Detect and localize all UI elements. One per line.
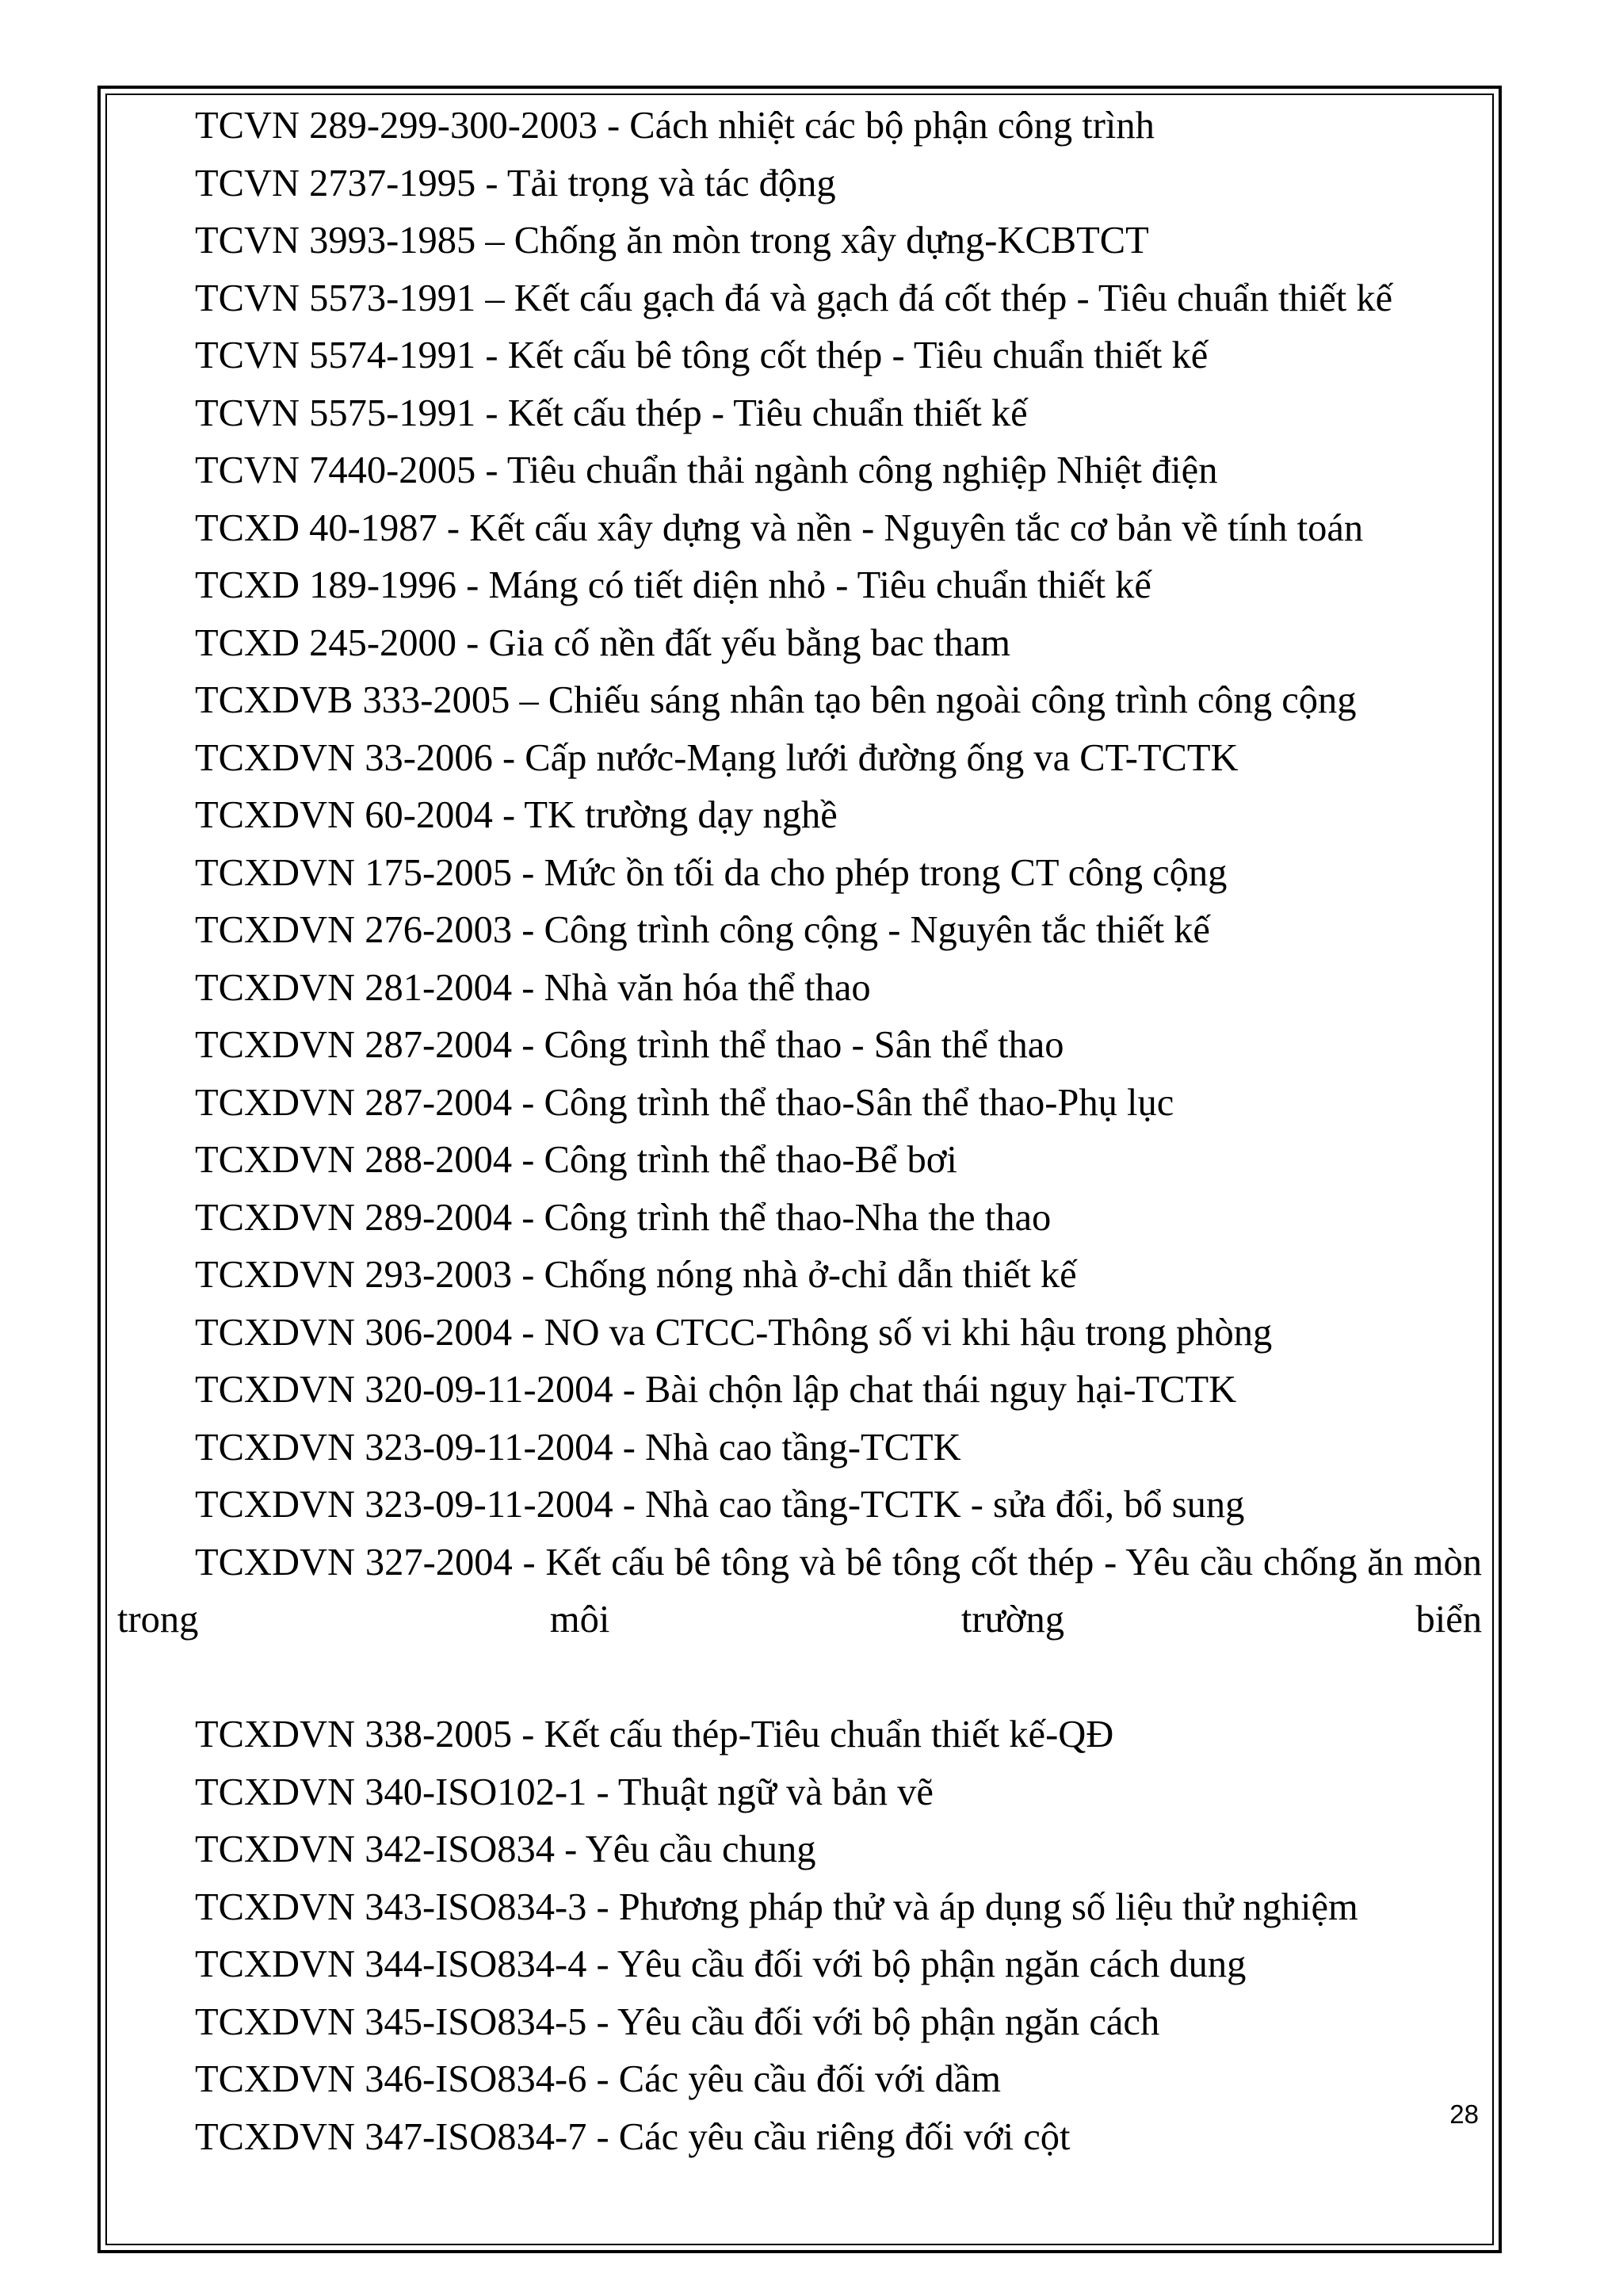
standard-entry: TCXD 40-1987 - Kết cấu xây dựng và nền - Nguyên tắc cơ bản về tính toán (195, 506, 1364, 549)
standard-entry: TCXDVN 343-ISO834-3 - Phương pháp thử và áp dụng số liệu thử nghiệm (195, 1885, 1358, 1928)
standard-entry: TCXDVN 323-09-11-2004 - Nhà cao tầng-TCTK (195, 1426, 961, 1469)
standard-entry: TCXDVN 289-2004 - Công trình thể thao-Nha the thao (195, 1196, 1052, 1239)
standard-entry: TCVN 7440-2005 - Tiêu chuẩn thải ngành công nghiệp Nhiệt điện (195, 449, 1218, 491)
standard-entry: TCXDVN 287-2004 - Công trình thể thao-Sân thể thao-Phụ lục (195, 1081, 1174, 1124)
standard-entry: TCXDVN 344-ISO834-4 - Yêu cầu đối với bộ phận ngăn cách dung (195, 1943, 1247, 1985)
standard-entry: TCVN 289-299-300-2003 - Cách nhiệt các bộ phận công trình (195, 105, 1155, 147)
standard-entry: TCXDVN 345-ISO834-5 - Yêu cầu đối với bộ phận ngăn cách (195, 2000, 1160, 2043)
standard-entry: TCXDVN 320-09-11-2004 - Bài chộn lập chat thái nguy hại-TCTK (195, 1369, 1237, 1411)
standard-entry: TCXDVN 60-2004 - TK trường dạy nghề (195, 794, 838, 836)
standard-entry: TCXDVN 346-ISO834-6 - Các yêu cầu đối với dầm (195, 2058, 1002, 2100)
standard-entry: TCXDVN 340-ISO102-1 - Thuật ngữ và bản vẽ (195, 1771, 934, 1813)
standard-entry: TCXDVN 276-2003 - Công trình công cộng - Nguyên tắc thiết kế (195, 909, 1210, 951)
standard-entry: TCXDVN 288-2004 - Công trình thể thao-Bể bơi (195, 1139, 957, 1181)
standard-entry: TCXDVN 347-ISO834-7 - Các yêu cầu riêng đối với cột (195, 2115, 1071, 2158)
standard-entry: TCXDVN 293-2003 - Chống nóng nhà ở-chỉ dẫn thiết kế (195, 1254, 1077, 1296)
page-number: 28 (1449, 2099, 1479, 2129)
standard-entry: TCXDVN 287-2004 - Công trình thể thao - Sân thể thao (195, 1024, 1064, 1066)
standard-entry: TCVN 5573-1991 – Kết cấu gạch đá và gạch đá cốt thép - Tiêu chuẩn thiết kế (195, 277, 1393, 319)
standard-entry: TCXDVN 281-2004 - Nhà văn hóa thể thao (195, 966, 871, 1009)
standards-list (117, 97, 1482, 2166)
standard-entry: TCXD 245-2000 - Gia cố nền đất yếu bằng bac tham (195, 621, 1010, 664)
standard-entry: TCXDVN 33-2006 - Cấp nước-Mạng lưới đường ống va CT-TCTK (195, 736, 1239, 779)
standard-entry: TCXDVN 327-2004 - Kết cấu bê tông và bê tông cốt thép - Yêu cầu chống ăn mòn trong môi trường biển (117, 1541, 1482, 1641)
standard-entry: TCVN 5575-1991 - Kết cấu thép - Tiêu chuẩn thiết kế (195, 392, 1028, 434)
standard-entry: TCXDVN 306-2004 - NO va CTCC-Thông số vi khi hậu trong phòng (195, 1311, 1273, 1354)
standard-entry: TCXD 189-1996 - Máng có tiết diện nhỏ - Tiêu chuẩn thiết kế (195, 564, 1151, 606)
standard-entry: TCVN 2737-1995 - Tải trọng và tác động (195, 162, 836, 204)
standard-entry: TCXDVN 342-ISO834 - Yêu cầu chung (195, 1828, 816, 1870)
standard-entry: TCVN 5574-1991 - Kết cấu bê tông cốt thép - Tiêu chuẩn thiết kế (195, 334, 1209, 376)
standard-entry: TCXDVN 175-2005 - Mức ồn tối da cho phép trong CT công cộng (195, 851, 1228, 894)
standard-entry: TCXDVN 338-2005 - Kết cấu thép-Tiêu chuẩn thiết kế-QĐ (195, 1713, 1114, 1755)
standard-entry: TCVN 3993-1985 – Chống ăn mòn trong xây dựng-KCBTCT (195, 220, 1149, 262)
standard-entry: TCXDVB 333-2005 – Chiếu sáng nhân tạo bên ngoài công trình công cộng (195, 679, 1357, 721)
standard-entry: TCXDVN 323-09-11-2004 - Nhà cao tầng-TCTK - sửa đổi, bổ sung (195, 1484, 1245, 1526)
